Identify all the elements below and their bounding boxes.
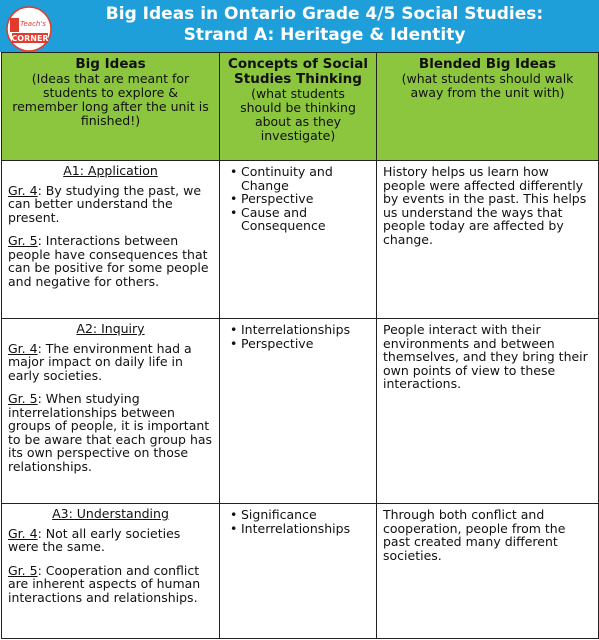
list-item: • Perspective bbox=[241, 192, 370, 206]
list-item: • Interrelationships bbox=[241, 323, 370, 337]
concepts-list bbox=[226, 323, 370, 350]
big-ideas-cell bbox=[2, 504, 220, 639]
big-ideas-table bbox=[1, 52, 599, 639]
blended-cell bbox=[377, 319, 599, 504]
header-big-ideas bbox=[2, 53, 220, 161]
idea-text: : Not all early societies were the same. bbox=[8, 525, 181, 554]
gr4-idea bbox=[8, 184, 213, 225]
gr4-idea bbox=[8, 342, 213, 383]
logo-text-bottom: CORNER bbox=[11, 34, 49, 43]
table-row bbox=[2, 161, 599, 319]
concepts-list bbox=[226, 508, 370, 535]
header-subtitle: (what students should be thinking about as they investigate) bbox=[240, 86, 356, 143]
concepts-cell bbox=[220, 504, 377, 639]
big-ideas-cell bbox=[2, 319, 220, 504]
blended-cell bbox=[377, 504, 599, 639]
gr4-idea bbox=[8, 527, 213, 554]
idea-text: : When studying interrelationships between groups of people, it is important to be aware that each group has its own perspective on those relationships. bbox=[8, 391, 213, 474]
blended-text: History helps us learn how people were affected differently by events in the past. This helps us understand the ways that people today are affected by change. bbox=[383, 164, 587, 247]
big-ideas-cell bbox=[2, 161, 220, 319]
section-title: A2: Inquiry bbox=[76, 321, 145, 336]
header-concepts bbox=[220, 53, 377, 161]
gr5-idea bbox=[8, 564, 213, 605]
list-item: • Cause and Consequence bbox=[241, 206, 370, 233]
idea-text: : The environment had a major impact on daily life in early societies. bbox=[8, 340, 192, 383]
header-title: Blended Big Ideas bbox=[418, 56, 557, 72]
grade-label: Gr. 5 bbox=[8, 233, 38, 248]
header-subtitle: (what students should walk away from the unit with) bbox=[401, 71, 574, 100]
table-row bbox=[2, 504, 599, 639]
page-title-line2: Strand A: Heritage & Identity bbox=[183, 25, 466, 45]
header-row bbox=[2, 53, 599, 161]
grade-label: Gr. 5 bbox=[8, 562, 38, 578]
concepts-cell bbox=[220, 161, 377, 319]
header-title: Concepts of Social Studies Thinking bbox=[227, 56, 369, 87]
blended-cell bbox=[377, 161, 599, 319]
table-row bbox=[2, 319, 599, 504]
header-title: Big Ideas bbox=[75, 56, 146, 72]
grade-label: Gr. 4 bbox=[8, 182, 38, 198]
header-blended bbox=[377, 53, 599, 161]
gr5-idea bbox=[8, 392, 213, 473]
list-item: • Continuity and Change bbox=[241, 165, 370, 192]
idea-text: : Interactions between people have consequences that can be positive for some people and negative for others. bbox=[8, 233, 209, 289]
idea-text: : By studying the past, we can better understand the present. bbox=[8, 182, 202, 225]
blended-text: Through both conflict and cooperation, people from the past created many different societies. bbox=[383, 507, 566, 563]
grade-label: Gr. 5 bbox=[8, 391, 38, 406]
idea-text: : Cooperation and conflict are inherent aspects of human interactions and relationships. bbox=[8, 562, 201, 605]
section-title: A3: Understanding bbox=[52, 506, 169, 521]
title-banner bbox=[0, 0, 599, 52]
header-subtitle: (Ideas that are meant for students to explore & remember long after the unit is finished!) bbox=[12, 71, 209, 128]
logo-text-top: Teach's bbox=[20, 20, 46, 28]
section-title: A1: Application bbox=[63, 163, 158, 178]
concepts-cell bbox=[220, 319, 377, 504]
concepts-list bbox=[226, 165, 370, 233]
list-item: • Significance bbox=[241, 508, 370, 522]
blended-text: People interact with their environments and between themselves, and they bring their own points of view to these interactions. bbox=[383, 322, 588, 391]
list-item: • Interrelationships bbox=[241, 522, 370, 536]
list-item: • Perspective bbox=[241, 337, 370, 351]
grade-label: Gr. 4 bbox=[8, 525, 38, 541]
gr5-idea bbox=[8, 234, 213, 288]
logo bbox=[6, 6, 52, 52]
grade-label: Gr. 4 bbox=[8, 340, 38, 356]
page-title-line1: Big Ideas in Ontario Grade 4/5 Social Studies: bbox=[105, 4, 544, 24]
